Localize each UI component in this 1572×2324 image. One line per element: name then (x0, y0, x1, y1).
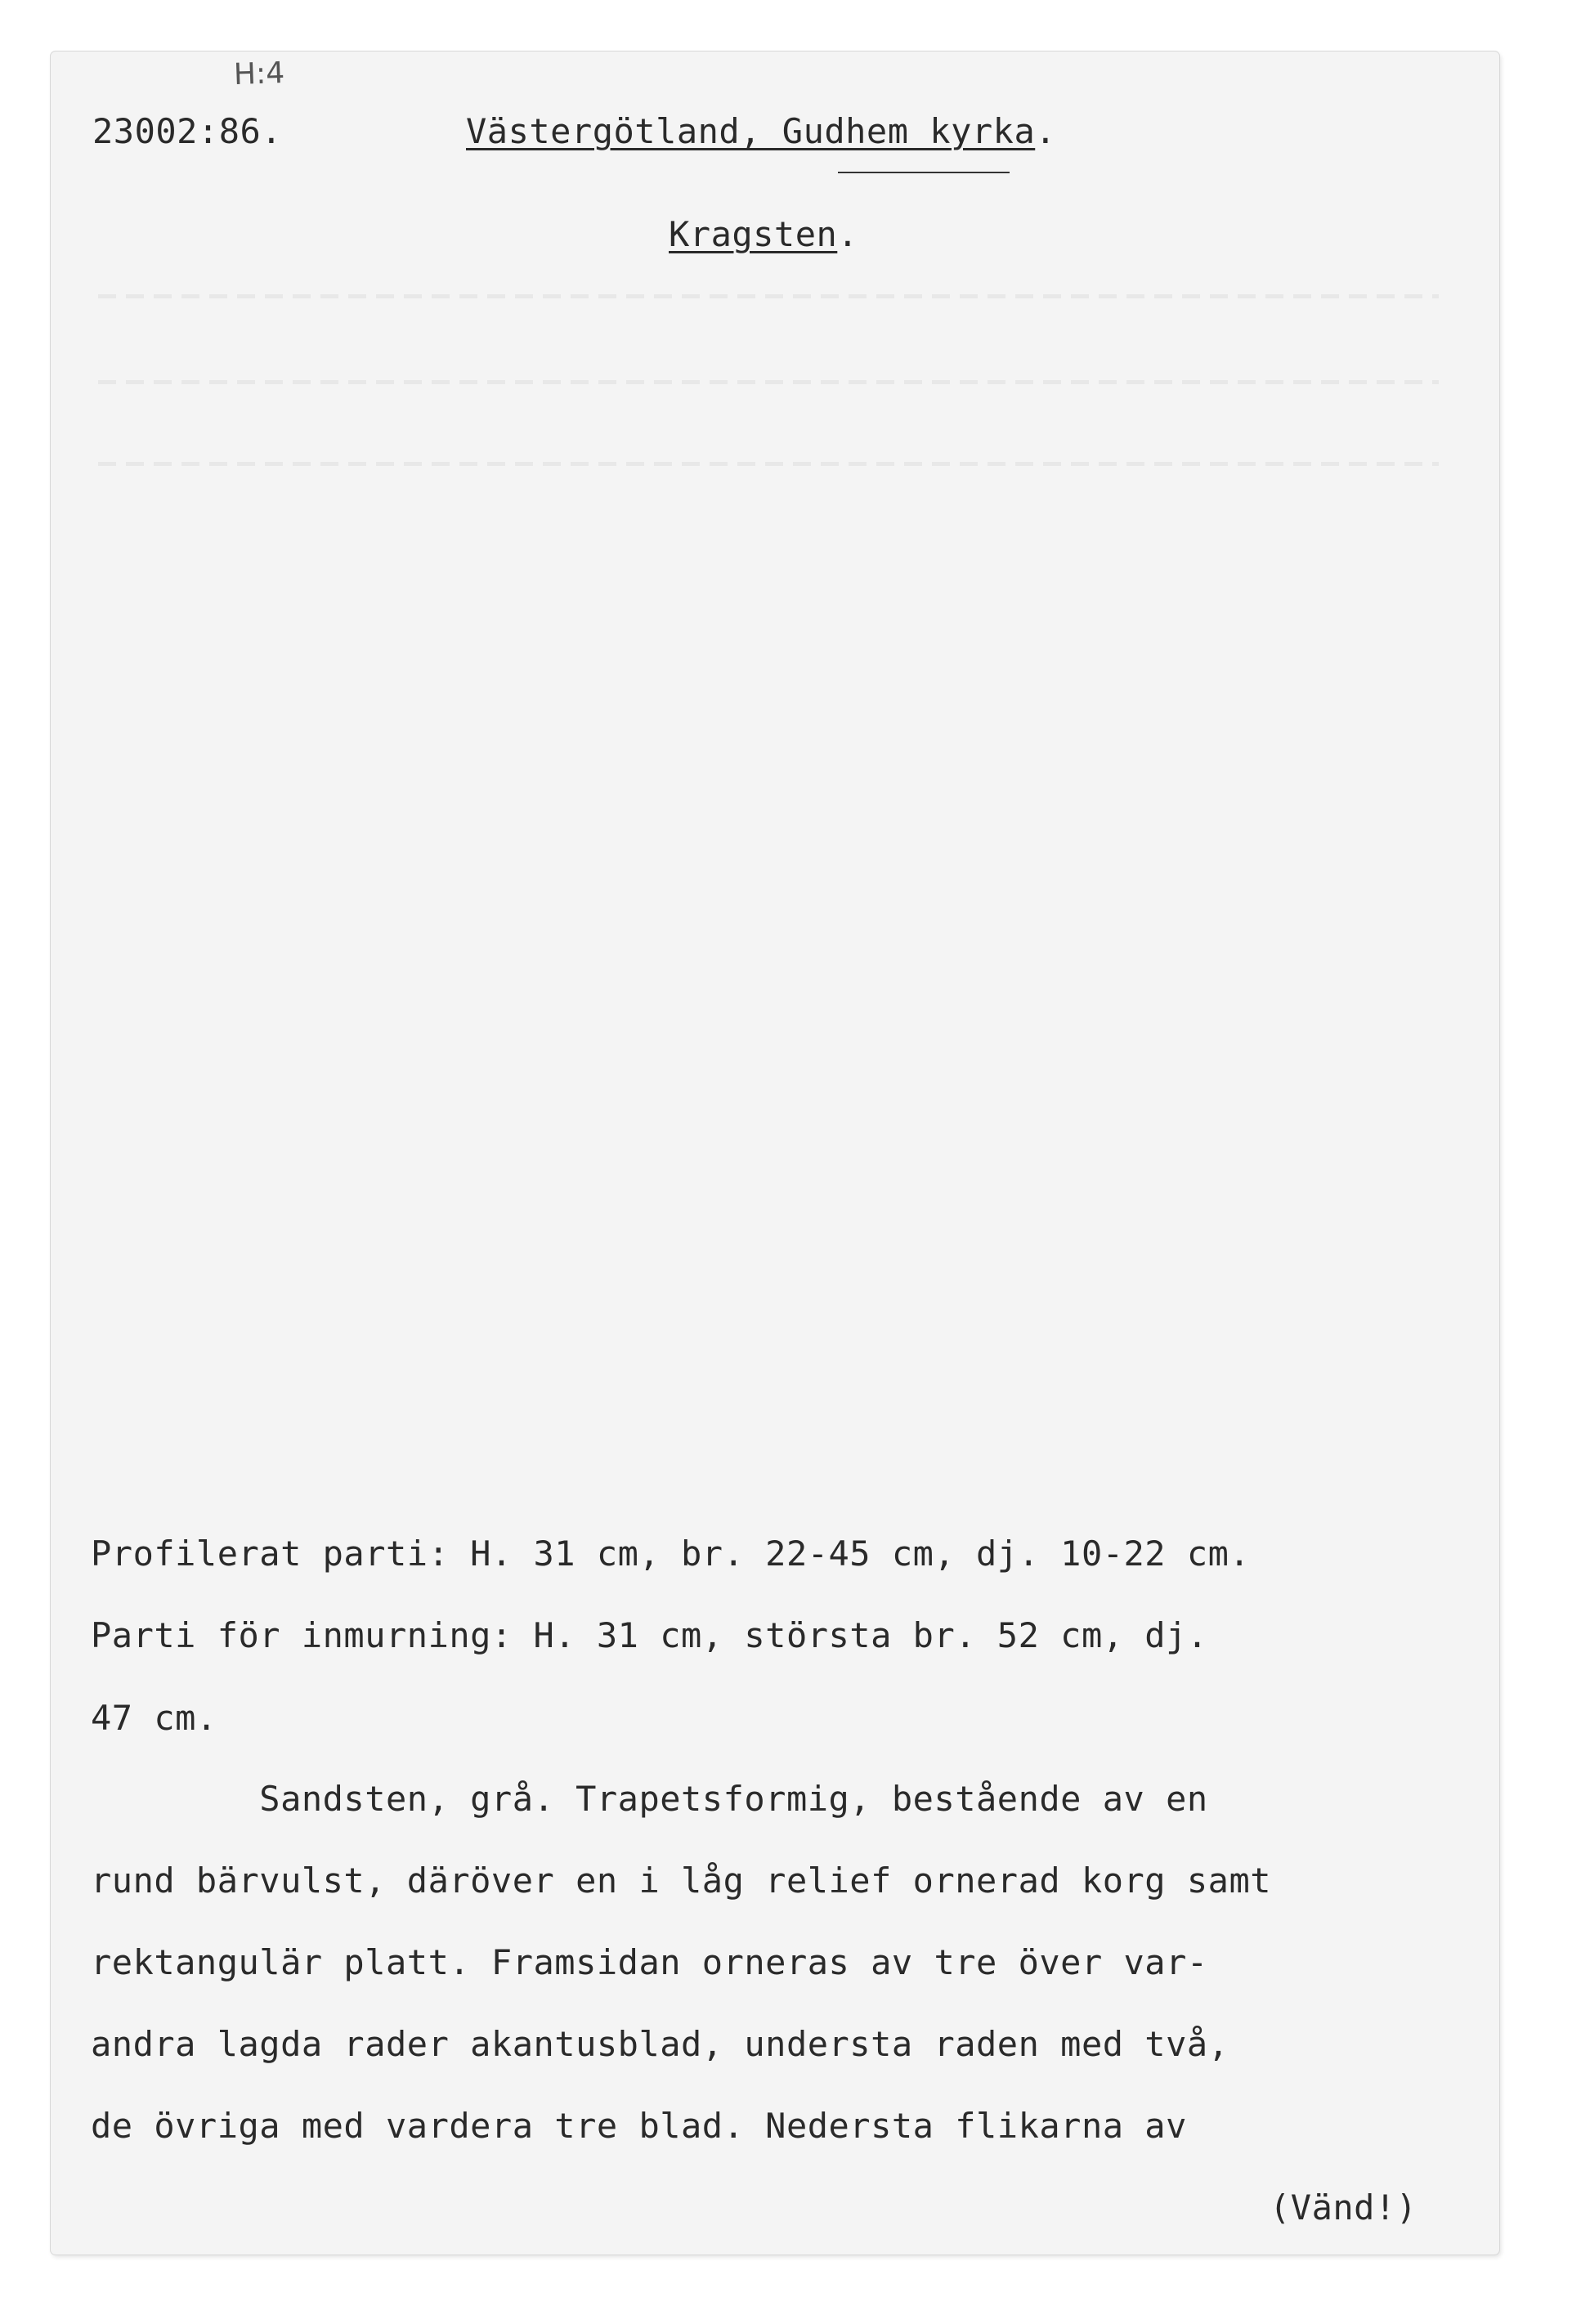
pencil-mark: H:4 (233, 56, 285, 92)
location-heading (466, 111, 1057, 151)
object-period: . (837, 214, 859, 254)
text-line: Parti för inmurning: H. 31 cm, största br. 52 cm, dj. (91, 1615, 1208, 1655)
text-line: de övriga med vardera tre blad. Nedersta flikarna av (91, 2106, 1187, 2146)
location-text: Västergötland, Gudhem kyrka (466, 111, 1036, 151)
text-line: rund bärvulst, däröver en i låg relief ornerad korg samt (91, 1861, 1272, 1901)
ghost-line (98, 462, 1439, 466)
turn-note: (Vänd!) (1270, 2187, 1417, 2228)
location-period: . (1035, 111, 1057, 151)
ghost-line (98, 294, 1439, 298)
text-line: 47 cm. (91, 1698, 217, 1738)
heading-rule (838, 172, 1010, 173)
object-text: Kragsten (669, 214, 838, 254)
object-heading (669, 214, 859, 254)
text-line: rektangulär platt. Framsidan orneras av tre över var- (91, 1942, 1208, 1982)
ghost-line (98, 380, 1439, 384)
text-line: Sandsten, grå. Trapetsformig, bestående av en (91, 1779, 1208, 1819)
text-line: Profilerat parti: H. 31 cm, br. 22-45 cm, dj. 10-22 cm. (91, 1534, 1251, 1574)
text-line: andra lagda rader akantusblad, understa raden med två, (91, 2024, 1229, 2064)
catalog-number: 23002:86. (92, 111, 283, 151)
